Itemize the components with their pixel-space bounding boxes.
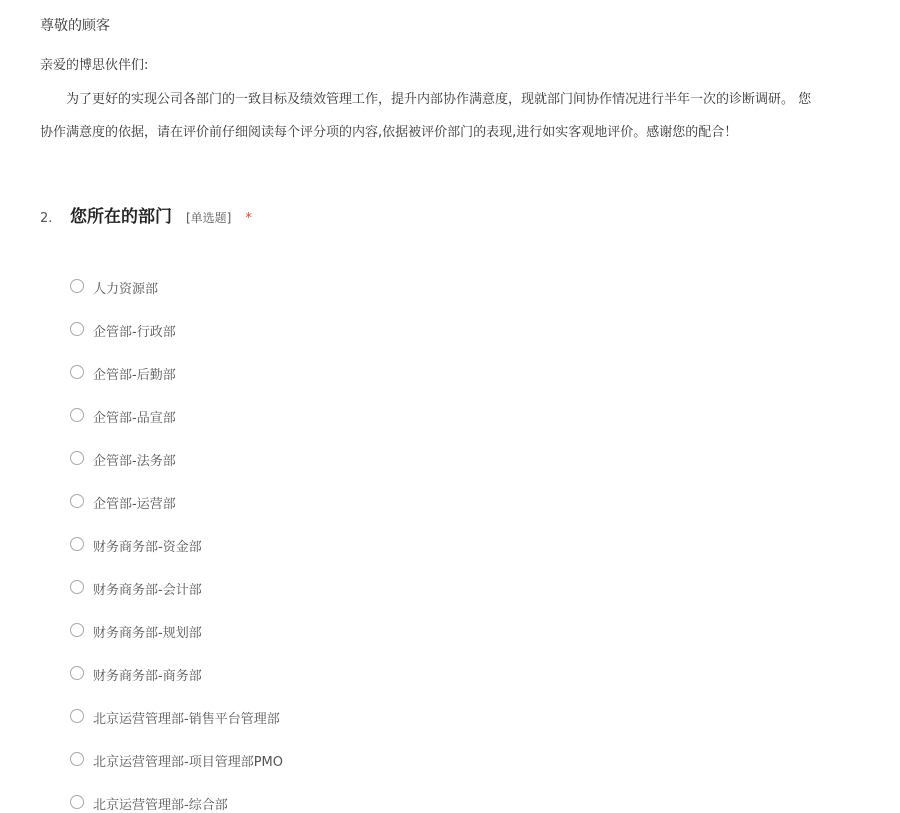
option-item[interactable] — [70, 662, 202, 684]
option-item[interactable] — [70, 705, 280, 727]
radio-button[interactable] — [70, 451, 84, 465]
option-label[interactable]: 企管部-品宣部 — [93, 411, 176, 426]
option-item[interactable] — [70, 447, 176, 469]
option-label[interactable]: 财务商务部-规划部 — [93, 626, 202, 641]
option-label[interactable]: 财务商务部-会计部 — [93, 583, 202, 598]
option-label[interactable]: 财务商务部-资金部 — [93, 540, 202, 555]
radio-button[interactable] — [70, 623, 84, 637]
option-label[interactable]: 人力资源部 — [93, 282, 159, 297]
option-label[interactable]: 北京运营管理部-项目管理部PMO — [93, 755, 283, 770]
option-item[interactable] — [70, 619, 202, 641]
radio-button[interactable] — [70, 580, 84, 594]
question-type-tag: [单选题] — [186, 211, 232, 225]
option-label[interactable]: 企管部-行政部 — [93, 325, 176, 340]
option-item[interactable] — [70, 533, 202, 555]
greeting-text: 尊敬的顾客 — [40, 18, 110, 34]
question-title: 您所在的部门 — [70, 207, 172, 227]
option-item[interactable] — [70, 490, 176, 512]
option-label[interactable]: 北京运营管理部-综合部 — [93, 798, 228, 813]
radio-button[interactable] — [70, 666, 84, 680]
intro-paragraph-line-1: 为了更好的实现公司各部门的一致目标及绩效管理工作，提升内部协作满意度，现就部门间协作情况进行半年一次的诊断调研。 您 — [66, 92, 812, 107]
option-item[interactable] — [70, 748, 283, 770]
radio-button[interactable] — [70, 365, 84, 379]
option-item[interactable] — [70, 318, 176, 340]
question-number: 2. — [40, 211, 53, 226]
radio-button[interactable] — [70, 537, 84, 551]
option-label[interactable]: 企管部-后勤部 — [93, 368, 176, 383]
radio-button[interactable] — [70, 494, 84, 508]
option-label[interactable]: 财务商务部-商务部 — [93, 669, 202, 684]
option-item[interactable] — [70, 576, 202, 598]
intro-paragraph-line-2: 协作满意度的依据，请在评价前仔细阅读每个评分项的内容,依据被评价部门的表现,进行如实客观地评价。感谢您的配合！ — [40, 125, 738, 140]
radio-button[interactable] — [70, 795, 84, 809]
radio-button[interactable] — [70, 279, 84, 293]
radio-button[interactable] — [70, 322, 84, 336]
radio-button[interactable] — [70, 752, 84, 766]
required-mark: * — [245, 211, 252, 226]
option-item[interactable] — [70, 275, 158, 297]
option-item[interactable] — [70, 361, 176, 383]
radio-button[interactable] — [70, 408, 84, 422]
option-label[interactable]: 企管部-法务部 — [93, 454, 176, 469]
salutation-text: 亲爱的博思伙伴们: — [40, 58, 149, 73]
option-item[interactable] — [70, 404, 176, 426]
radio-button[interactable] — [70, 709, 84, 723]
option-label[interactable]: 北京运营管理部-销售平台管理部 — [93, 712, 280, 727]
option-item[interactable] — [70, 791, 228, 813]
option-label[interactable]: 企管部-运营部 — [93, 497, 176, 512]
question-header — [40, 202, 252, 228]
